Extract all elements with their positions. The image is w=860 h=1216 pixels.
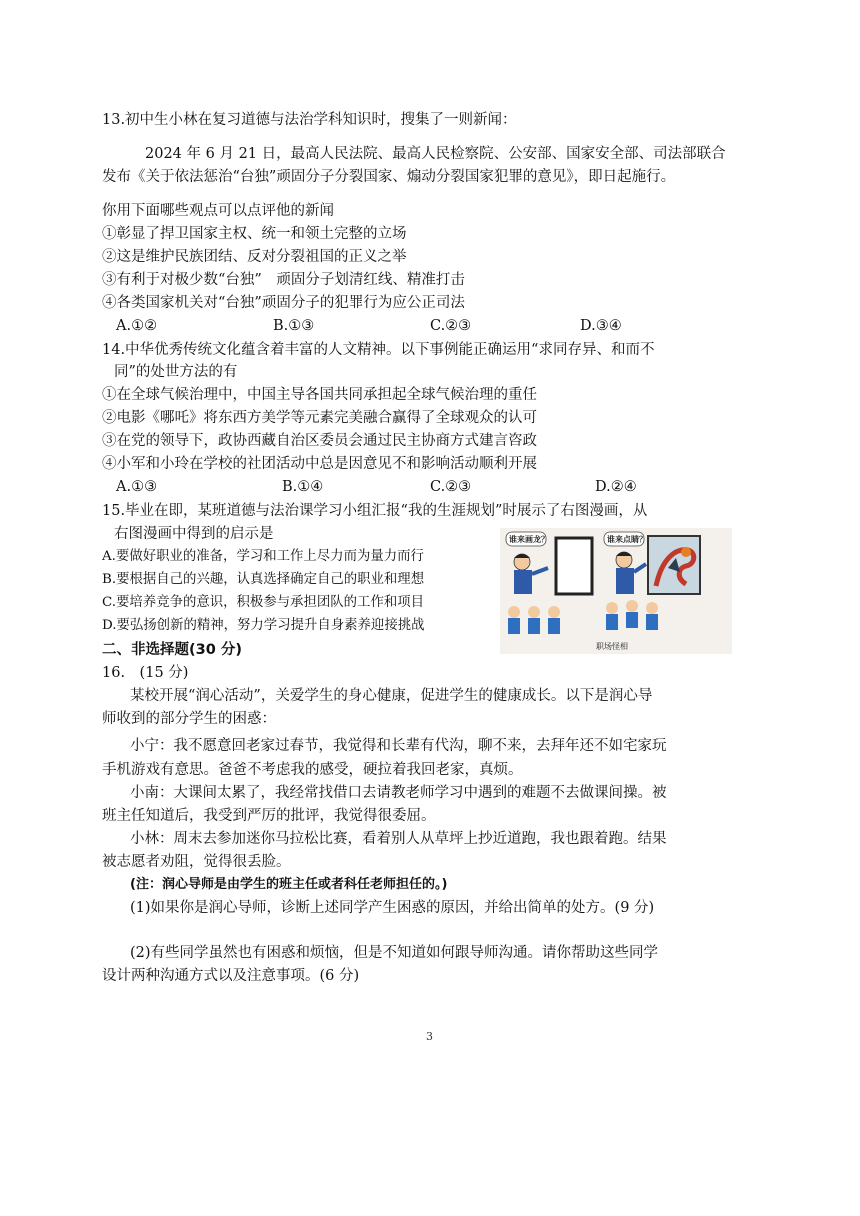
q15-option-b: B.要根据自己的兴趣，认真选择确定自己的职业和理想 [102,572,425,587]
q16-nan-line2: 班主任知道后，我受到严厉的批评，我觉得很委屈。 [102,808,436,824]
q13-option-b: B.①③ [273,318,315,334]
q13-stem: 13.初中生小林在复习道德与法治学科知识时，搜集了一则新闻： [102,112,517,128]
q16-subquestion-2-line2: 设计两种沟通方式以及注意事项。(6 分) [102,968,360,984]
q13-item-3: ③有利于对极少数“台独” 顽固分子划清红线、精准打击 [102,272,465,288]
q16-ning-line1: 小宁：我不愿意回老家过春节，我觉得和长辈有代沟，聊不来，去拜年还不如宅家玩 [130,738,667,754]
q16-note: (注：润心导师是由学生的班主任或者科任老师担任的。) [130,877,448,892]
q13-option-c: C.②③ [430,318,472,334]
q16-lin-line2: 被志愿者劝阻，觉得很丢脸。 [102,854,291,870]
q14-item-2: ②电影《哪吒》将东西方美学等元素完美融合赢得了全球观众的认可 [102,410,537,426]
q13-ask: 你用下面哪些观点可以点评他的新闻 [102,203,334,219]
q16-number: 16. (15 分) [102,665,189,681]
q14-option-a: A.①③ [116,479,158,495]
q13-news-line2: 发布《关于依法惩治“台独”顽固分子分裂国家、煽动分裂国家犯罪的意见》，即日起施行。 [102,169,676,185]
q14-item-1: ①在全球气候治理中，中国主导各国共同承担起全球气候治理的重任 [102,387,537,403]
q13-item-1: ①彰显了捍卫国家主权、统一和领土完整的立场 [102,226,407,242]
q14-stem-line2: 同”的处世方法的有 [114,364,238,380]
q13-item-4: ④各类国家机关对“台独”顽固分子的犯罪行为应公正司法 [102,295,465,311]
q15-stem-line1: 15.毕业在即，某班道德与法治课学习小组汇报“我的生涯规划”时展示了右图漫画，从 [102,503,648,519]
q16-lin-line1: 小林：周末去参加迷你马拉松比赛，看着别人从草坪上抄近道跑，我也跟着跑。结果 [130,831,667,847]
comic-bubble-left: 谁来画龙？ [509,535,549,544]
q16-subquestion-1: (1)如果你是润心导师，诊断上述同学产生困惑的原因，并给出简单的处方。(9 分) [130,900,655,916]
q16-ning-line2: 手机游戏有意思。爸爸不考虑我的感受，硬拉着我回老家，真烦。 [102,762,523,778]
q13-option-d: D.③④ [580,318,622,334]
q15-option-a: A.要做好职业的准备，学习和工作上尽力而为量力而行 [102,549,424,564]
comic-caption: 职场怪相 [596,642,628,651]
q16-subquestion-2-line1: (2)有些同学虽然也有困惑和烦恼，但是不知道如何跟导师沟通。请你帮助这些同学 [130,945,659,961]
q14-option-b: B.①④ [282,479,324,495]
q16-nan-line1: 小南：大课间太累了，我经常找借口去请教老师学习中遇到的难题不去做课间操。被 [130,785,667,801]
q14-item-4: ④小军和小玲在学校的社团活动中总是因意见不和影响活动顺利开展 [102,456,537,472]
q15-stem-line2: 右图漫画中得到的启示是 [114,526,274,542]
q13-news-line1: 2024 年 6 月 21 日，最高人民法院、最高人民检察院、公安部、国家安全部、司法部联合 [145,146,726,162]
career-comic-image [500,528,732,654]
q13-item-2: ②这是维护民族团结、反对分裂祖国的正义之举 [102,249,407,265]
q14-item-3: ③在党的领导下，政协西藏自治区委员会通过民主协商方式建言咨政 [102,433,537,449]
q16-intro-line1: 某校开展“润心活动”，关爱学生的身心健康，促进学生的健康成长。以下是润心导 [130,688,653,704]
page-number: 3 [426,1030,433,1043]
q15-option-c: C.要培养竞争的意识，积极参与承担团队的工作和项目 [102,595,425,610]
comic-bubble-right: 谁来点睛？ [607,535,647,544]
q16-intro-line2: 师收到的部分学生的困惑： [102,711,276,727]
section-title: 二、非选择题(30 分) [102,642,242,658]
q13-option-a: A.①② [116,318,158,334]
q15-option-d: D.要弘扬创新的精神，努力学习提升自身素养迎接挑战 [102,618,425,633]
q14-stem-line1: 14.中华优秀传统文化蕴含着丰富的人文精神。以下事例能正确运用“求同存异、和而不 [102,342,655,358]
q14-option-c: C.②③ [430,479,472,495]
q14-option-d: D.②④ [595,479,637,495]
